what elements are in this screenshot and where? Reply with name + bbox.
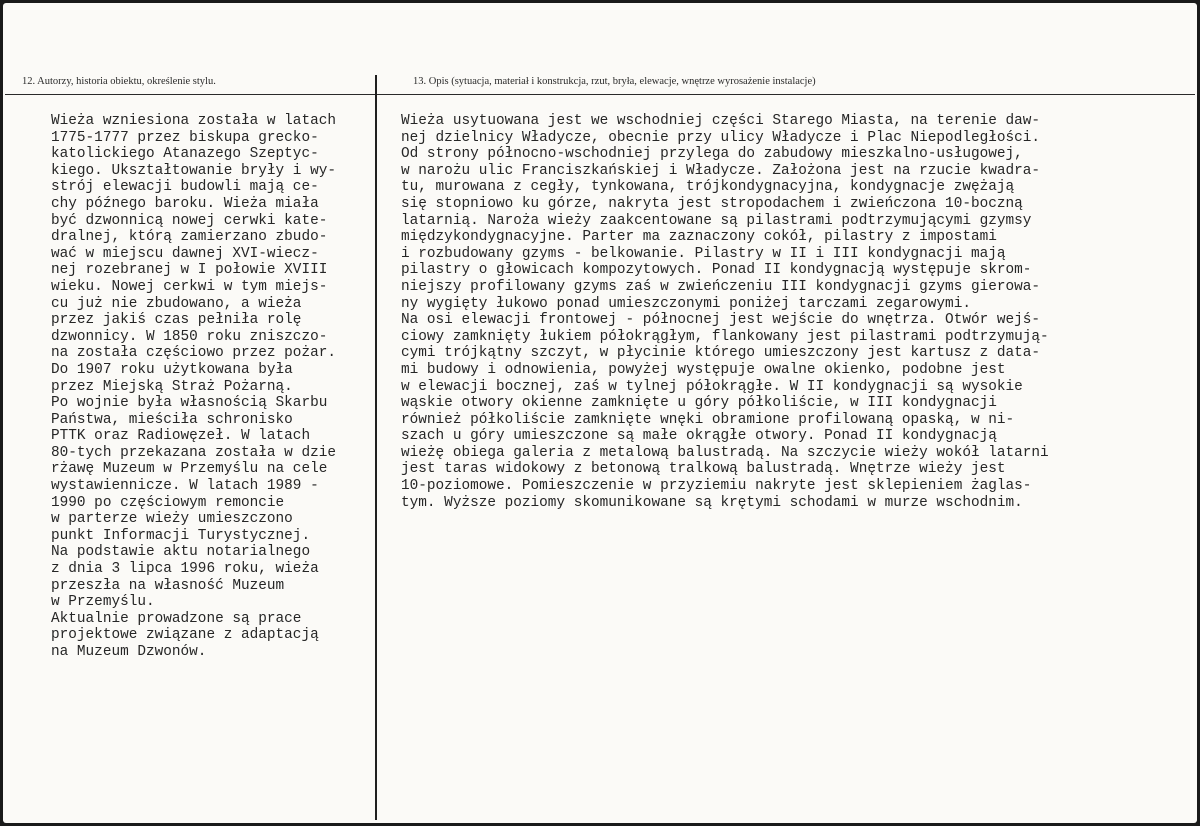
section-13-heading: 13. Opis (sytuacja, materiał i konstrukcja, rzut, bryła, elewacje, wnętrze wyrosażenie instalacje) [413, 76, 816, 87]
document-sheet [3, 3, 1197, 823]
column-divider [375, 75, 377, 820]
text-line: Do 1907 roku użytkowana była [51, 361, 293, 378]
text-line: dzwonnicy. W 1850 roku zniszczo- [51, 328, 328, 345]
text-line: cu już nie zbudowano, a wieża [51, 295, 302, 312]
text-line: międzykondygnacyjne. Parter ma zaznaczony cokół, pilastry z impostami [401, 229, 997, 246]
text-line: ciowy zamknięty łukiem półokrągłym, flankowany jest pilastrami podtrzymują- [401, 328, 1049, 345]
text-line: z dnia 3 lipca 1996 roku, wieża [51, 561, 319, 578]
text-line: rżawę Muzeum w Przemyślu na cele [51, 461, 328, 478]
text-line: katolickiego Atanazego Szeptyc- [51, 146, 319, 163]
text-line: również półkoliście zamknięte wnęki obramione profilowaną opaską, w ni- [401, 411, 1015, 428]
text-line: 1990 po częściowym remoncie [51, 494, 285, 511]
text-line: wystawiennicze. W latach 1989 - [51, 478, 319, 495]
text-line: przez jakiś czas pełniła rolę [51, 312, 302, 329]
text-line: w parterze wieży umieszczono [51, 511, 293, 528]
text-line: Wieża usytuowana jest we wschodniej części Starego Miasta, na terenie daw- [401, 113, 1041, 129]
text-line: pilastry o głowicach kompozytowych. Ponad II kondygnacją występuje skrom- [401, 262, 1032, 279]
text-line: nej rozebranej w I połowie XVIII [51, 262, 328, 279]
text-line: na Muzeum Dzwonów. [51, 644, 207, 660]
text-line: strój elewacji budowli mają ce- [51, 179, 319, 196]
text-line: się stopniowo ku górze, nakryta jest stropodachem i zwieńczona 10-boczną [401, 195, 1023, 212]
text-line: dralnej, którą zamierzano zbudo- [51, 229, 328, 246]
text-line: szach u góry umieszczone są małe okrągłe otwory. Ponad II kondygnacją [401, 428, 997, 445]
text-line: Po wojnie była własnością Skarbu [51, 395, 328, 412]
text-line: Państwa, mieściła schronisko [51, 411, 293, 428]
text-line: być dzwonnicą nowej cerwki kate- [51, 212, 328, 229]
text-line: na została częściowo przez pożar. [51, 345, 336, 362]
text-line: PTTK oraz Radiowęzeł. W latach [51, 428, 311, 445]
text-line: ny wygięty łukowo ponad umieszczonymi poniżej tarczami zegarowymi. [401, 295, 971, 312]
text-line: chy późnego baroku. Wieża miała [51, 195, 319, 212]
text-line: w narożu ulic Franciszkańskiej i Władycze. Założona jest na rzucie kwadra- [401, 162, 1041, 179]
text-line: cymi trójkątny szczyt, w płycinie którego umieszczony jest kartusz z data- [401, 345, 1041, 362]
text-line: i rozbudowany gzyms - belkowanie. Pilastry w II i III kondygnacji mają [401, 245, 1006, 262]
text-line: Na osi elewacji frontowej - północnej jest wejście do wnętrza. Otwór wejś- [401, 312, 1041, 329]
text-line: 1775-1777 przez biskupa grecko- [51, 129, 319, 146]
section-12-text [51, 113, 336, 661]
text-line: wąskie otwory okienne zamknięte u góry półkoliście, w III kondygnacji [401, 395, 997, 412]
section-13-text [401, 113, 1049, 511]
text-line: wieżę obiega galeria z metalową balustradą. Na szczycie wieży wokół latarni [401, 444, 1049, 461]
text-line: jest taras widokowy z betonową tralkową balustradą. Wnętrze wieży jest [401, 461, 1006, 478]
text-line: wać w miejscu dawnej XVI-wiecz- [51, 245, 319, 262]
text-line: Na podstawie aktu notarialnego [51, 544, 311, 561]
text-line: niejszy profilowany gzyms zaś w zwieńczeniu III kondygnacji gzyms gierowa- [401, 278, 1041, 295]
section-12-heading: 12. Autorzy, historia obiektu, określenie stylu. [22, 76, 216, 87]
text-line: tu, murowana z cegły, tynkowana, trójkondygnacyjna, kondygnacje zwężają [401, 179, 1015, 196]
text-line: 80-tych przekazana została w dzie [51, 444, 336, 461]
text-line: przez Miejską Straż Pożarną. [51, 378, 293, 395]
text-line: tym. Wyższe poziomy skomunikowane są krętymi schodami w murze wschodnim. [401, 494, 1023, 511]
text-line: nej dzielnicy Władycze, obecnie przy ulicy Władycze i Plac Niepodległości. [401, 129, 1041, 146]
text-line: Od strony północno-wschodniej przylega do zabudowy mieszkalno-usługowej, [401, 146, 1023, 163]
text-line: punkt Informacji Turystycznej. [51, 527, 311, 544]
text-line: latarnią. Naroża wieży zaakcentowane są pilastrami podtrzymującymi gzymsy [401, 212, 1032, 229]
text-line: przeszła na własność Muzeum [51, 577, 285, 594]
text-line: Aktualnie prowadzone są prace [51, 610, 302, 627]
text-line: 10-poziomowe. Pomieszczenie w przyziemiu nakryte jest sklepieniem żaglas- [401, 478, 1032, 495]
text-line: w Przemyślu. [51, 594, 155, 611]
text-line: projektowe związane z adaptacją [51, 627, 319, 644]
header-divider [5, 94, 1195, 95]
text-line: wieku. Nowej cerkwi w tym miejs- [51, 278, 328, 295]
text-line: w elewacji bocznej, zaś w tylnej półokrągłe. W II kondygnacji są wysokie [401, 378, 1023, 395]
text-line: mi budowy i odnowienia, powyżej występuje owalne okienko, podobne jest [401, 361, 1006, 378]
text-line: kiego. Ukształtowanie bryły i wy- [51, 162, 336, 179]
text-line: Wieża wzniesiona została w latach [51, 113, 336, 129]
